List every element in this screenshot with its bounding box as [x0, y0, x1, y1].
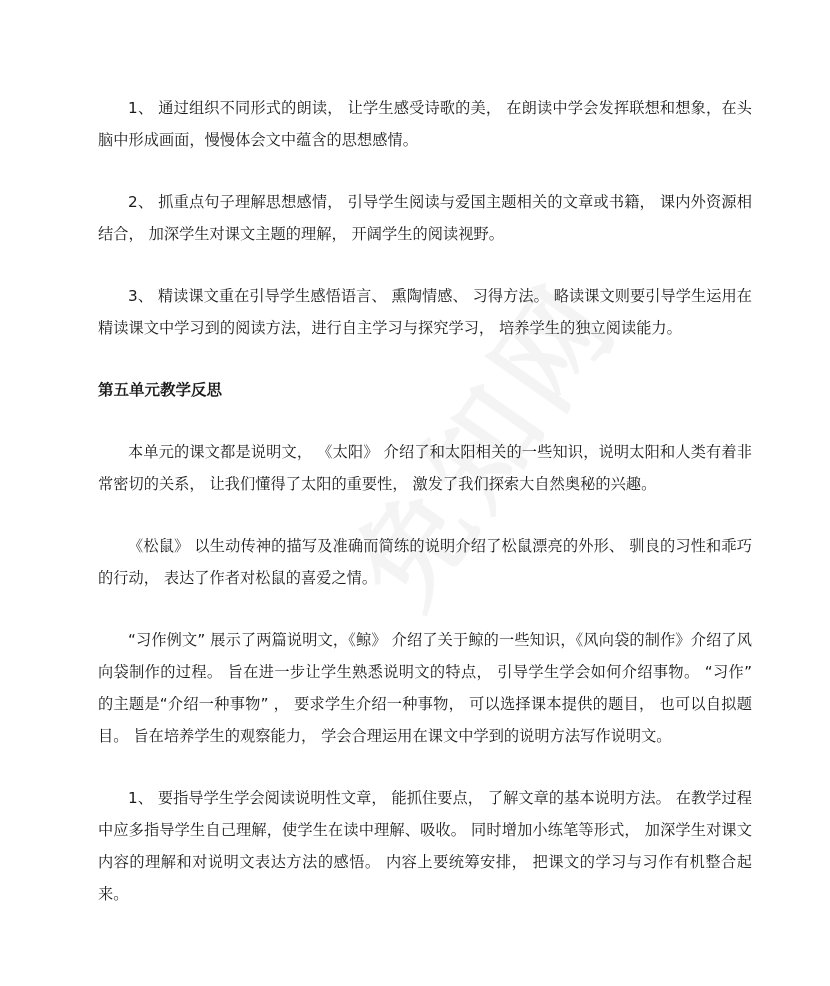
paragraph-unit5-2: 《松鼠》 以生动传神的描写及准确而简练的说明介绍了松鼠漂亮的外形、 驯良的习性和乖巧的行动， 表达了作者对松鼠的喜爱之情。 [98, 537, 752, 587]
paragraph-unit5-3: “习作例文” 展示了两篇说明文，《鲸》 介绍了关于鲸的一些知识，《风向袋的制作》介绍了风向袋制作的过程。 旨在进一步让学生熟悉说明文的特点， 引导学生学会如何介绍事物。 “习作” 的主题是“介绍一种事物” ， 要求学生介绍一种事物， 可以选择课本提供的题目， 也可以自拟题目。 旨在培养学生的观察能力， 学会合理运用在课文中学到的说明方法写作说明文。 [98, 631, 752, 745]
document-page [98, 92, 752, 910]
paragraph-before-1: 1、 通过组织不同形式的朗读， 让学生感受诗歌的美， 在朗读中学会发挥联想和想象，在头脑中形成画面，慢慢体会文中蕴含的思想感情。 [98, 99, 752, 149]
paragraph-before-2: 2、 抓重点句子理解思想感情， 引导学生阅读与爱国主题相关的文章或书籍， 课内外资源相结合， 加深学生对课文主题的理解， 开阔学生的阅读视野。 [98, 193, 752, 243]
section-heading-unit5: 第五单元教学反思 [98, 381, 223, 399]
paragraph-unit5-1: 本单元的课文都是说明文， 《太阳》 介绍了和太阳相关的一些知识，说明太阳和人类有着非常密切的关系， 让我们懂得了太阳的重要性， 激发了我们探索大自然奥秘的兴趣。 [98, 443, 752, 493]
paragraph-before-3: 3、 精读课文重在引导学生感悟语言、 熏陶情感、 习得方法。 略读课文则要引导学生运用在精读课文中学习到的阅读方法，进行自主学习与探究学习， 培养学生的独立阅读能力。 [98, 287, 752, 337]
paragraph-unit5-4: 1、 要指导学生学会阅读说明性文章， 能抓住要点， 了解文章的基本说明方法。 在教学过程中应多指导学生自己理解，使学生在读中理解、吸收。 同时增加小练笔等形式， 加深学生对课文内容的理解和对说明文表达方法的感悟。 内容上要统筹安排， 把课文的学习与习作有机整合起来。 [98, 789, 752, 903]
